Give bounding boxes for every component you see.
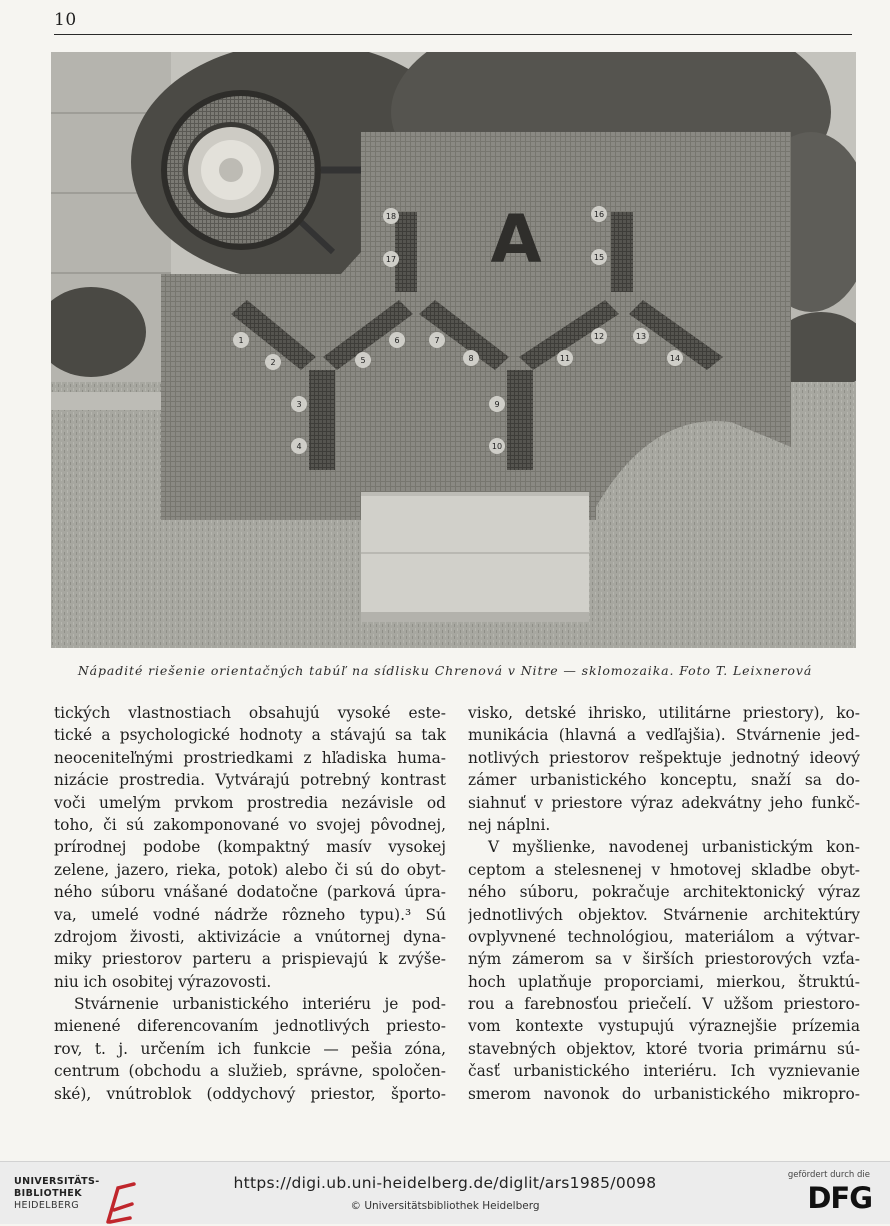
text-line: ného súboru, pokračuje architektonický výraz	[468, 883, 860, 902]
sign-number-disc	[389, 332, 405, 348]
sign-number-disc	[489, 396, 505, 412]
document-url-link[interactable]: https://digi.ub.uni-heidelberg.de/diglit/ars1985/0098	[233, 1174, 657, 1192]
sign-number-disc	[265, 354, 281, 370]
library-name-line: BIBLIOTHEK	[14, 1188, 82, 1199]
sign-number-disc	[591, 206, 607, 222]
text-line: mienené diferencovaním jednotlivých priesto-	[54, 1017, 446, 1036]
text-line: zdrojom živosti, aktivizácie a vnútornej dyna-	[54, 927, 446, 946]
text-line: ské), vnútroblok (oddychový priestor, športo-	[54, 1084, 446, 1103]
svg-text:10: 10	[491, 442, 503, 451]
text-line: neoceniteľnými prostriedkami z hľadiska huma-	[54, 748, 446, 767]
svg-text:2: 2	[270, 358, 276, 367]
viewer-footer	[0, 1161, 890, 1224]
library-name-line: UNIVERSITÄTS-	[14, 1176, 100, 1187]
text-line: stavebných objektov, ktoré tvoria primárnu sú-	[468, 1039, 860, 1058]
text-line: notlivých priestorov rešpektuje jednotný ideový	[468, 748, 860, 767]
svg-text:18: 18	[385, 212, 397, 221]
text-line: centrum (obchodu a služieb, správne, spoločen-	[54, 1062, 446, 1081]
sign-number-disc	[591, 249, 607, 265]
page-number: 10	[54, 10, 77, 30]
text-line: smerom navonok do urbanistického mikropro-	[468, 1084, 860, 1103]
sign-letter: A	[490, 201, 542, 278]
text-line: tické a psychologické hodnoty a stávajú sa tak	[54, 726, 446, 745]
svg-text:9: 9	[494, 400, 500, 409]
sign-number-disc	[463, 350, 479, 366]
text-line: hoch uplatňuje proporciami, mierkou, štruktú-	[468, 972, 860, 991]
text-line: rov, t. j. určením ich funkcie — pešia zóna,	[54, 1039, 446, 1058]
text-line: ného súboru vnášané dodatočne (parková úpra-	[54, 883, 446, 902]
text-line: tických vlastnostiach obsahujú vysoké este-	[54, 704, 446, 722]
svg-text:14: 14	[669, 354, 681, 363]
sign-number-disc	[355, 352, 371, 368]
sign-number-disc	[557, 350, 573, 366]
text-column-left	[54, 702, 446, 1105]
text-line: jednotlivých objektov. Stvárnenie architektúry	[468, 905, 860, 924]
sign-number-disc	[233, 332, 249, 348]
text-line: zámer urbanistického konceptu, snaží sa do-	[468, 771, 860, 790]
sign-number-disc	[591, 328, 607, 344]
svg-text:15: 15	[593, 253, 605, 262]
text-column-right	[468, 702, 860, 1105]
text-line: Stvárnenie urbanistického interiéru je pod-	[74, 995, 446, 1014]
text-line: V myšlienke, navodenej urbanistickým kon-	[488, 838, 860, 857]
text-line: siahnuť v priestore výraz adekvátny jeho funkč-	[468, 793, 860, 812]
sign-number-disc	[489, 438, 505, 454]
dfg-logo[interactable]: DFG	[807, 1181, 872, 1215]
svg-text:7: 7	[434, 336, 440, 345]
text-line: visko, detské ihrisko, utilitárne priestory), ko-	[468, 704, 860, 722]
text-line: voči umelým prvkom prostredia nezávisle od	[54, 793, 446, 812]
text-line: časť urbanistického interiéru. Ich vyznievanie	[468, 1062, 860, 1081]
svg-text:8: 8	[468, 354, 474, 363]
sign-number-disc	[383, 208, 399, 224]
library-name-line: HEIDELBERG	[14, 1200, 80, 1211]
sign-number-disc	[633, 328, 649, 344]
text-line: niu ich osobitej výrazovosti.	[54, 972, 272, 991]
text-line: toho, či sú zakomponované vo svojej pôvodnej,	[54, 815, 446, 834]
text-line: ným zámerom sa v širších priestorových vzťa-	[468, 950, 860, 969]
svg-text:3: 3	[296, 400, 302, 409]
svg-text:11: 11	[559, 354, 571, 363]
svg-text:13: 13	[635, 332, 647, 341]
svg-text:4: 4	[296, 442, 302, 451]
sign-number-disc	[667, 350, 683, 366]
sign-number-disc	[429, 332, 445, 348]
text-line: munikácia (hlavná a vedľajšia). Stvárnenie jed-	[468, 726, 860, 745]
svg-text:6: 6	[394, 336, 400, 345]
svg-text:1: 1	[238, 336, 244, 345]
svg-text:12: 12	[593, 332, 605, 341]
photo-caption: Nápadité riešenie orientačných tabúľ na sídlisku Chrenová v Nitre — sklomozaika. Foto T. Leixnerová	[77, 663, 813, 678]
copyright-text: © Universitätsbibliothek Heidelberg	[350, 1200, 540, 1212]
text-line: vom kontexte vystupujú výraznejšie prízemia	[468, 1017, 860, 1036]
svg-text:16: 16	[593, 210, 605, 219]
sign-number-disc	[291, 396, 307, 412]
sign-number-disc	[291, 438, 307, 454]
text-line: ceptom a stelesnenej v hmotovej skladbe obyt-	[468, 860, 860, 879]
text-line: nej náplni.	[468, 815, 551, 834]
svg-text:17: 17	[385, 255, 397, 264]
text-line: ovplyvnené technológiou, materiálom a výtvar-	[468, 927, 860, 946]
sign-number-disc	[383, 251, 399, 267]
header-rule	[54, 34, 852, 35]
funding-note: gefördert durch die	[787, 1170, 870, 1180]
svg-text:5: 5	[360, 356, 366, 365]
text-line: nizácie prostredia. Vytvárajú potrebný kontrast	[54, 771, 446, 790]
text-line: prírodnej podobe (kompaktný masív vysokej	[54, 838, 446, 857]
text-line: zelene, jazero, rieka, potok) alebo či sú do obyt-	[54, 860, 446, 879]
text-line: rou a farebnosťou priečelí. V užšom priestoro-	[468, 995, 860, 1014]
text-line: miky priestorov parteru a prispievajú k zvýše-	[54, 950, 446, 969]
photo-mosaic-sign	[51, 52, 856, 648]
text-line: va, umelé vodné nádrže rôzneho typu).³ Sú	[54, 905, 446, 924]
